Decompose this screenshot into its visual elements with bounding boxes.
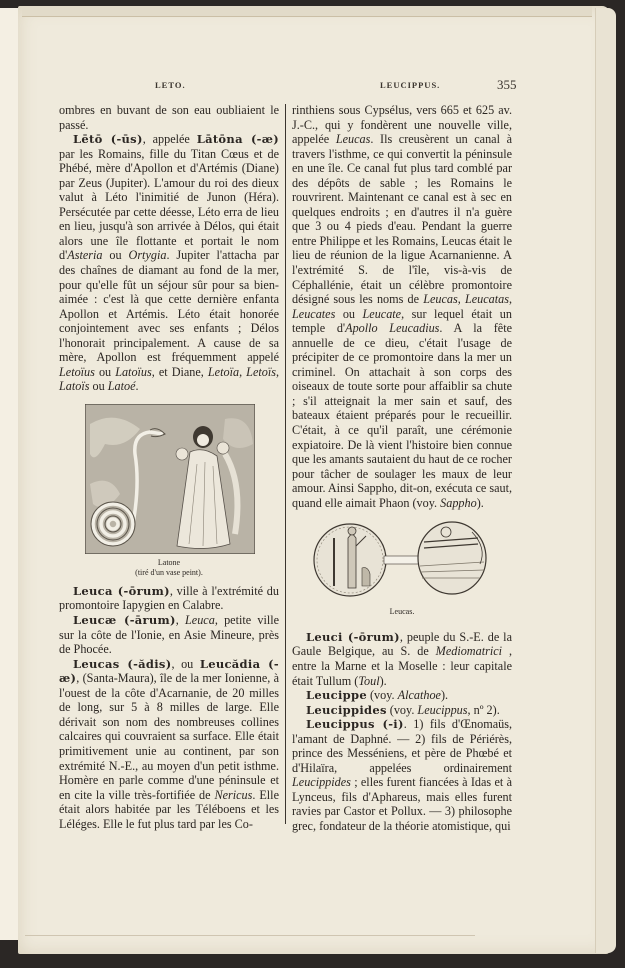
entry-leucas [59,657,279,832]
entry-text: . [135,379,139,394]
entry-text: , (Santa-Maura), île de la mer Ionienne, à l'ouest de la côte d'Acarnanie, de 20 milles de long, sur 5 à 8 milles de large. Elle dérivait son nom des nombreuses collines calcaires qui couvraient sa surface. Elle était primitivement unie au continent, par son extrémité N.-E., au moyen d'un petit isthme. Homère en parle comme d'une péninsule et en cite la ville très-fortifiée de [59,671,279,802]
entry-text: , appelée [142,132,197,147]
genitive: (-ārum) [116,613,176,628]
entry-text: rinthiens sous Cypsélus, vers 665 et 625 av. J.-C., qui y fondèrent une nouvelle ville, appelée [292,103,512,147]
entry-text: ). [379,673,387,688]
entry-text: , [239,364,247,379]
entry-text: ou [335,306,363,321]
italic-term: Leucippides [292,775,351,790]
italic-term: Leucas [423,292,458,307]
page-stack-edge [595,8,616,953]
headword: Leuci [306,629,343,644]
left-column [59,103,279,831]
italic-term: Ortygia [128,248,167,263]
genitive: (-ōrum) [112,583,170,598]
headword: Leucippides [306,702,387,717]
italic-term: Sappho [440,495,477,510]
coin-obverse [314,524,386,596]
entry-text: ). [440,688,449,703]
entry-text: . Jupiter l'attacha par des chaînes de diamant au fond de la mer, pour qu'elle fût un séjour sûr pour sa bien-aimée : c'est là que cette dernière enfanta Apollon et Artémis. Léto était honorée conjointement avec ses enfants ; Délos l'honorait principalement. A cause de sa mère, Apollon est fréquemment appelé [59,248,280,365]
entry-text: ; elles furent fiancées à Idas et à Lynceus, fils d'Aphareus, mais elles furent ravies par Castor et Pollux. — 3) philosophe grec, fondateur de la théorie atomistique, qui [292,775,512,833]
genitive: (-ōrum) [342,629,400,644]
italic-term: Latoïus [115,364,152,379]
leucas-coin-engraving [312,518,492,603]
entry-text: ou [94,364,116,379]
entry-leucippides [292,703,512,718]
figure-caption-source: (tiré d'un vase peint). [135,567,203,577]
page-crease [25,935,475,936]
headword: Leucæ [73,613,117,628]
entry-text: , [457,292,465,307]
italic-term: Latoïs [59,379,90,394]
headword: Lētō [73,132,103,147]
headword: Lātōna [196,132,243,147]
entry-text: , ville à l'extrémité du promontoire Iapygien en Calabre. [59,583,279,613]
italic-term: Leucate [362,306,402,321]
entry-leto [59,132,279,394]
coin-caption: Leucas. [389,607,415,617]
italic-term: Leuca [185,613,215,628]
continuation-text: ombres en buvant de son eau oubliaient le passé. [59,103,279,132]
italic-term: Asteria [67,248,103,263]
italic-term: Latoé [107,379,136,394]
entry-leucae [59,613,279,657]
entry-leucippe [292,688,512,703]
italic-term: Leucates [292,306,336,321]
entry-text: (voy. [366,688,398,703]
coin-reverse [418,522,486,594]
entry-text: , ou [171,656,200,671]
italic-term: Leucas [335,132,371,147]
headword: Leucas [73,656,120,671]
italic-term: Apollo Leucadius [345,321,440,336]
italic-term: Toul [358,673,380,688]
page-number: 355 [497,77,517,92]
entry-text: , sur lequel était un temple d' [292,306,512,336]
entry-text: . A la fête annuelle de ce dieu, c'était l'usage de précipiter de ce promontoire dans la mer un criminel. On attachait à son corps des oiseaux de toute sorte pour affaiblir sa chute ; s'il atteignait la mer sain et sauf, des bateaux étaient préparés pour le recueillir. C'était, à ce qu'il paraît, une cérémonie expiatoire. De là vient l'histoire bien connue que les amants sautaient du haut de ce rocher pour tâcher de soulager les maux de leur amour. Ainsi Sappho, dit-on, exécuta ce saut, quand elle aimait Phaon (voy. [292,321,513,510]
entry-text: ). [476,495,484,510]
entry-text: . Ils creusèrent un canal à travers l'isthme, ce qui convertit la péninsule en une île. Ce canal fut plus tard comblé par des dépôts de sable ; les Romains le rouvrirent. Maintenant ce canal est à sec en quelques endroits ; en d'autres il n'a guère que 3 ou 4 pieds d'eau. Pendant la guerre entre Philippe et les Romains, Leucas était le lieu de réunion de la ligue Acarnanienne. A l'extrémité S. de l'île, vis-à-vis de Céphallénie, était un célèbre promontoire désigné sous les noms de [292,132,512,307]
entry-text: , [275,364,280,379]
entry-text: (voy. [386,702,418,717]
entry-leucippus [292,717,512,833]
figure-caption [59,558,279,578]
entry-text: , entre la Marne et la Moselle : leur capitale était Tullum ( [292,644,512,688]
entry-text: . 1) fils d'Œnomaüs, l'amant de Daphné. — 2) fils de Périérès, prince des Messéniens, et père de Phœbé et d'Hilaïra, appelées ordinairement [292,717,513,775]
entry-text: , nº 2). [467,702,500,717]
italic-term: Letoïs [246,364,276,379]
entry-text: par les Romains, fille du Titan Cœus et de Phébé, mère d'Apollon et d'Artémis (Diane) par Zeus (Jupiter). L'amour du roi des dieux valut à Léto l'inimitié de Junon (Héra). Persécutée par cette déesse, Léto erra de lieu en lieu, jusqu'à son arrivée à Délos, qui était alors une île flottante et portait le nom d' [59,146,279,263]
genitive: (-ădis) [119,656,172,671]
headword: Leuca [73,583,113,598]
page-top-edge [22,6,592,17]
entry-text: . Elle était alors habitée par les Téléboens et les Léléges. Elle le fut plus tard par les Co- [59,787,279,831]
entry-text: ou [102,248,129,263]
italic-term: Letoïa [207,364,240,379]
genitive: (-æ) [242,132,280,147]
entry-leuca [59,584,279,613]
entry-text: , petite ville sur la côte de l'Ionie, en Asie Mineure, près de Phocée. [59,613,280,657]
child-figure [217,442,229,454]
right-column [292,103,512,834]
running-head-left: LETO. [155,80,186,90]
italic-term: Letoïus [59,364,95,379]
entry-leucas-continued [292,103,512,510]
cross-reference: Leucippus [417,702,468,717]
cross-reference: Alcathoe [397,688,441,703]
entry-text: , [175,613,186,628]
italic-term: Nericus [214,787,253,802]
entry-text: ou [89,379,108,394]
coin-connector [384,556,422,564]
column-divider [285,104,286,824]
running-head-right: LEUCIPPUS. [380,80,441,90]
child-figure [176,448,188,460]
figure-caption-title: Latone [157,557,181,567]
entry-text: , et Diane, [151,364,208,379]
entry-text: , [508,292,512,307]
genitive: (-ūs) [102,132,143,147]
entry-text: , peuple du S.-E. de la Gaule Belgique, au S. de [292,629,512,659]
headword: Leucippus [306,717,375,732]
italic-term: Mediomatrici [435,644,503,659]
entry-leuci [292,630,512,688]
headword: Leucippe [306,688,367,703]
genitive: (-æ) [59,656,279,686]
genitive: (-i) [374,717,404,732]
latona-engraving [85,404,255,554]
headword: Leucădia [199,656,261,671]
italic-term: Leucatas [464,292,509,307]
